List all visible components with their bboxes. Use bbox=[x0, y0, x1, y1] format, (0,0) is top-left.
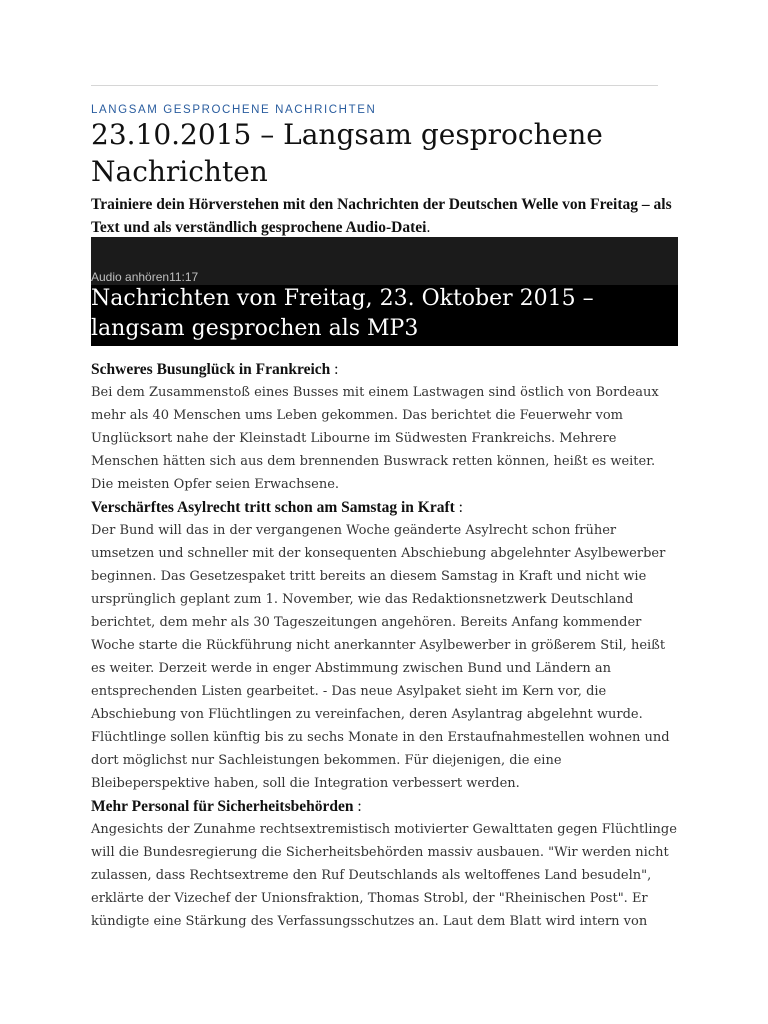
top-divider bbox=[91, 85, 658, 86]
section-heading-sep: : bbox=[330, 361, 339, 378]
mp3-title: Nachrichten von Freitag, 23. Oktober 2015 – langsam gesprochen als MP3 bbox=[91, 286, 594, 341]
lead-text bbox=[91, 193, 681, 239]
lead-text-end: . bbox=[426, 219, 431, 236]
audio-play-label[interactable] bbox=[91, 270, 198, 284]
lead-text-bold: Trainiere dein Hörverstehen mit den Nachrichten der Deutschen Welle von Freitag – als Text und als verständlich gesprochene Audio-Datei bbox=[91, 196, 672, 236]
section-heading bbox=[91, 358, 681, 381]
audio-duration: 11:17 bbox=[169, 270, 199, 284]
category-kicker[interactable]: LANGSAM GESPROCHENE NACHRICHTEN bbox=[91, 104, 377, 116]
audio-label-text: Audio anhören bbox=[91, 270, 170, 284]
page-title: 23.10.2015 – Langsam gesprochene Nachrichten bbox=[91, 118, 603, 188]
section-text: Bei dem Zusammenstoß eines Busses mit einem Lastwagen sind östlich von Bordeaux mehr als 40 Menschen ums Leben gekommen. Das berichtet die Feuerwehr vom Unglücksort nahe der Kleinstadt Libourne im Südwesten Frankreichs. Mehrere Menschen hätten sich aus dem brennenden Buswrack retten können, heißt es weiter. Die meisten Opfer seien Erwachsene. bbox=[91, 385, 659, 492]
section-heading-sep: : bbox=[454, 499, 463, 516]
section-heading bbox=[91, 496, 681, 519]
section-heading bbox=[91, 795, 681, 818]
section-heading-text: Mehr Personal für Sicherheitsbehörden bbox=[91, 798, 354, 815]
article-body bbox=[91, 358, 681, 933]
section-heading-text: Verschärftes Asylrecht tritt schon am Samstag in Kraft bbox=[91, 499, 455, 516]
section-heading-text: Schweres Busunglück in Frankreich bbox=[91, 361, 331, 378]
section-heading-sep: : bbox=[353, 798, 362, 815]
section-text: Der Bund will das in der vergangenen Woche geänderte Asylrecht schon früher umsetzen und schneller mit der konsequenten Abschiebung abgelehnter Asylbewerber beginnen. Das Gesetzespaket tritt bereits an diesem Samstag in Kraft und nicht wie ursprünglich geplant zum 1. November, wie das Redaktionsnetzwerk Deutschland berichtet, dem mehr als 30 Tageszeitungen angehören. Bereits Anfang kommender Woche starte die Rückführung nicht anerkannter Asylbewerber in größerem Stil, heißt es weiter. Derzeit werde in enger Abstimmung zwischen Bund und Ländern an entsprechenden Listen gearbeitet. - Das neue Asylpaket sieht im Kern vor, die Abschiebung von Flüchtlingen zu vereinfachen, deren Asylantrag abgelehnt wurde. Flüchtlinge sollen künftig bis zu sechs Monate in den Erstaufnahmestellen wohnen und dort möglichst nur Sachleistungen bekommen. Für diejenigen, die eine Bleibeperspektive haben, soll die Integration verbessert werden. bbox=[91, 523, 670, 791]
section-text: Angesichts der Zunahme rechtsextremistisch motivierter Gewalttaten gegen Flüchtlinge will die Bundesregierung die Sicherheitsbehörden massiv ausbauen. "Wir werden nicht zulassen, dass Rechtsextreme den Ruf Deutschlands als weltoffenes Land besudeln", erklärte der Vizechef der Unionsfraktion, Thomas Strobl, der "Rheinischen Post". Er kündigte eine Stärkung des Verfassungsschutzes an. Laut dem Blatt wird intern von bbox=[91, 822, 677, 929]
